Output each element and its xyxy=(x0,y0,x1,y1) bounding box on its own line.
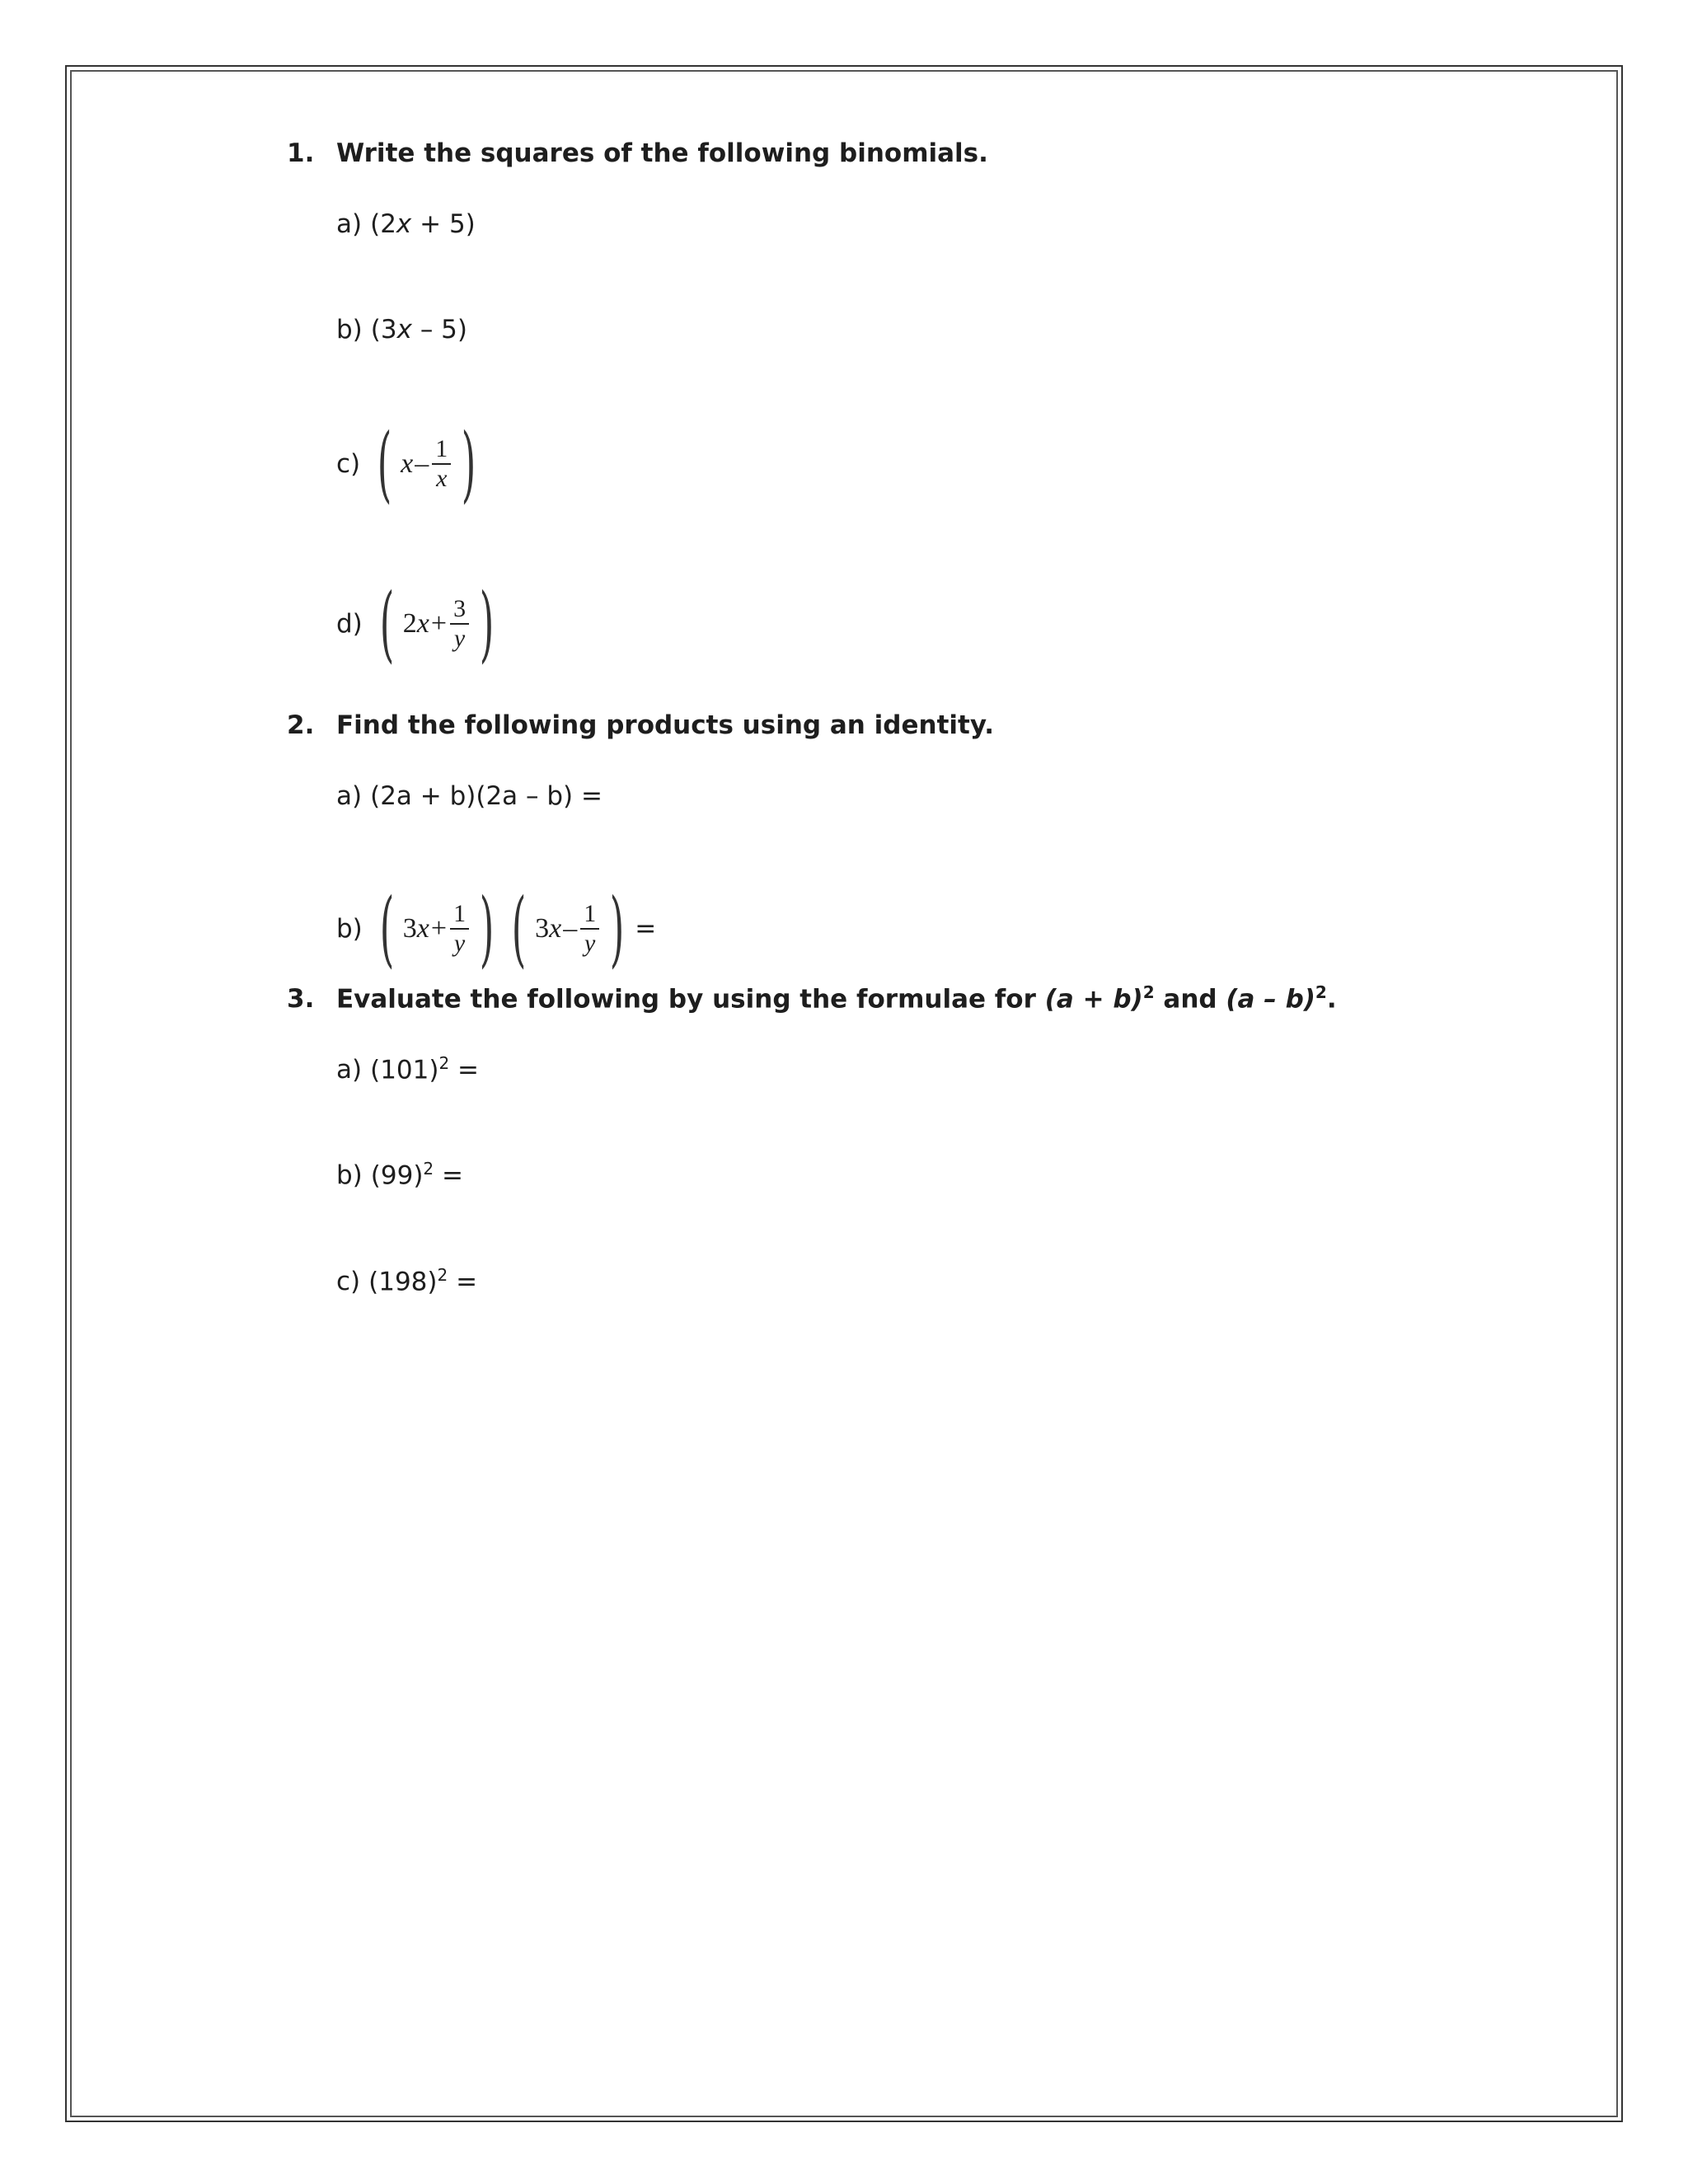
question-number: 2. xyxy=(287,710,315,740)
exponent: 2 xyxy=(423,1159,434,1179)
item-label: d) xyxy=(336,609,363,639)
formula-difference: (a – b) xyxy=(1226,984,1315,1015)
question-1-heading xyxy=(287,138,988,168)
fraction-numerator: 3 xyxy=(450,595,469,625)
exponent: 2 xyxy=(1315,982,1327,1002)
page-frame xyxy=(65,65,1623,2122)
right-paren: ) xyxy=(609,880,625,977)
question-1a xyxy=(336,209,476,239)
question-text: Write the squares of the following binomials. xyxy=(336,138,988,168)
equals-sign: = xyxy=(434,1160,463,1191)
item-label: a) xyxy=(336,1055,363,1085)
expr-base: (198) xyxy=(368,1267,438,1297)
left-paren: ( xyxy=(511,880,527,977)
equals-sign: = xyxy=(448,1267,478,1297)
fraction-numerator: 1 xyxy=(450,900,469,930)
right-paren: ) xyxy=(479,880,495,977)
item-label: b) xyxy=(336,315,363,344)
question-3a xyxy=(336,1053,479,1085)
fraction-denominator: x xyxy=(436,465,448,492)
expr-var: x xyxy=(416,913,429,944)
fraction-denominator: y xyxy=(453,625,466,652)
item-label: a) xyxy=(336,209,363,239)
question-number: 3. xyxy=(287,984,315,1015)
expr-open: (3 xyxy=(370,315,397,344)
question-text: Evaluate the following by using the formulae for xyxy=(336,984,1045,1015)
fraction xyxy=(450,595,469,653)
item-label: c) xyxy=(336,1267,361,1297)
question-1c xyxy=(336,415,485,512)
left-paren: ( xyxy=(379,880,395,977)
question-1d xyxy=(336,575,503,672)
expr-coef: 3 xyxy=(402,913,417,944)
question-3-heading xyxy=(287,982,1337,1014)
formula-sum: (a + b) xyxy=(1044,984,1143,1015)
left-paren: ( xyxy=(379,575,395,672)
question-number: 1. xyxy=(287,138,315,168)
expr-text: (2a + b)(2a – b) = xyxy=(370,781,603,811)
exponent: 2 xyxy=(437,1265,448,1285)
item-label: c) xyxy=(336,449,361,479)
expr-coef: 2 xyxy=(402,608,417,639)
expr-var: x xyxy=(401,448,414,479)
expression xyxy=(371,575,503,672)
equals-sign: = xyxy=(635,914,657,944)
question-2-heading xyxy=(287,710,994,740)
question-3c xyxy=(336,1265,477,1296)
expr-open: (2 xyxy=(370,209,396,239)
expr-coef: 3 xyxy=(535,913,550,944)
fraction-denominator: y xyxy=(453,930,466,957)
expr-op: + xyxy=(430,608,448,639)
expression xyxy=(368,415,485,512)
item-label: b) xyxy=(336,1160,363,1191)
right-paren: ) xyxy=(461,415,476,512)
expr-op: – xyxy=(415,448,429,479)
item-label: a) xyxy=(336,781,363,811)
right-paren: ) xyxy=(479,575,495,672)
fraction-numerator: 1 xyxy=(432,435,451,465)
expr-rest: – 5) xyxy=(411,315,467,344)
fraction xyxy=(580,900,599,958)
expr-var: x xyxy=(396,209,412,239)
fraction xyxy=(432,435,451,493)
expr-rest: + 5) xyxy=(411,209,476,239)
exponent: 2 xyxy=(1142,982,1155,1002)
fraction-denominator: y xyxy=(584,930,596,957)
expr-var: x xyxy=(416,608,429,639)
question-text-end: . xyxy=(1326,984,1337,1015)
fraction-numerator: 1 xyxy=(580,900,599,930)
left-paren: ( xyxy=(377,415,392,512)
exponent: 2 xyxy=(438,1053,450,1073)
question-text: Find the following products using an identity. xyxy=(336,710,994,740)
expr-op: + xyxy=(430,913,448,944)
question-2a xyxy=(336,781,603,811)
equals-sign: = xyxy=(449,1055,480,1085)
fraction xyxy=(450,900,469,958)
expression xyxy=(371,880,657,977)
question-text-mid: and xyxy=(1154,984,1226,1015)
question-1b xyxy=(336,315,467,344)
expr-op: – xyxy=(563,913,578,944)
expr-var: x xyxy=(549,913,562,944)
question-3b xyxy=(336,1159,463,1190)
expr-base: (99) xyxy=(370,1160,424,1191)
expr-var: x xyxy=(396,315,412,344)
expr-base: (101) xyxy=(370,1055,439,1085)
item-label: b) xyxy=(336,914,363,944)
question-2b xyxy=(336,880,657,977)
